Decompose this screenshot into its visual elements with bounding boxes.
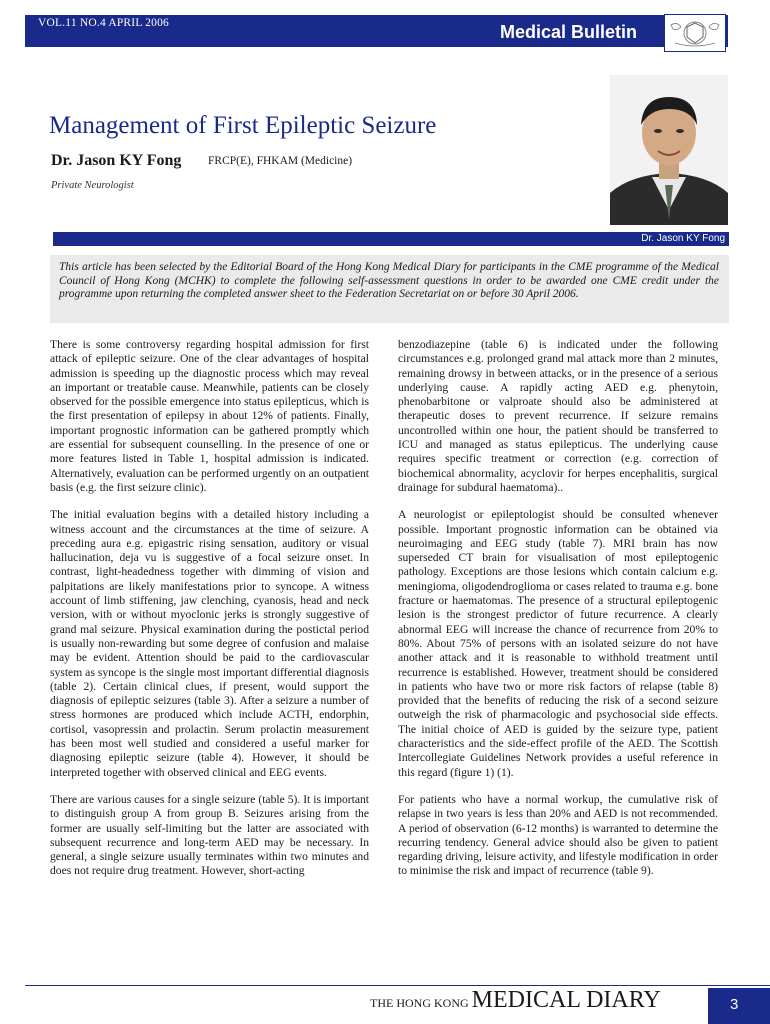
photo-caption: Dr. Jason KY Fong <box>641 233 725 244</box>
issue-label: VOL.11 NO.4 APRIL 2006 <box>38 17 170 29</box>
paragraph: A neurologist or epileptologist should be consulted whenever possible. Important prognostic information can be obtained via neuroimaging and EEG study (table 7). MRI brain has now superseded CT brain for visualisation of most epileptogenic pathology. Exceptions are those lesions which contain calcium e.g. meningioma, oligodendroglioma or cases related to trauma e.g. bone fracture or haematomas. The presence of a structural epileptogenic lesion is the strongest predictor of future recurrence. A clearly abnormal EEG will increase the chance of recurrence from 20% to 80%. About 75% of persons with an isolated seizure do not have another attack and it is reasonable to withhold treatment until recurrence is established. However, treatment should be considered in patients who have two or more risk factors of relapse (table 8) provided that the benefits of reducing the risk of a second seizure outweigh the risk of pharmacologic and psychosocial side effects. The initial choice of AED is guided by the seizure type, patient characteristics and the side-effect profile of the AED. The Scottish Intercollegiate Guidelines Network provides a useful reference in this regard (figure 1) (1). <box>398 508 718 779</box>
cme-notice: This article has been selected by the Editorial Board of the Hong Kong Medical Diary for participants in the CME programme of the Medical Council of Hong Kong (MCHK) to complete the following self-assessment questions in order to be awarded one CME credit under the programme upon returning the completed answer sheet to the Federation Secretariat on or before 30 April 2006. <box>59 261 719 301</box>
crest-logo <box>664 14 726 52</box>
paragraph: The initial evaluation begins with a detailed history including a witness account and the circumstances at the time of seizure. A preceding aura e.g. epigastric rising sensation, auditory or visual hallucination, deja vu is suggestive of a focal seizure onset. In contrast, light-headedness together with dimming of vision and palpitations are likely manifestations prior to syncope. A witness account of limb stiffening, jaw clenching, cyanosis, head and neck version, with or without myoclonic jerks is strongly suggestive of grand mal seizure. Physical examination during the postictal period is usually non-rewarding but some degree of confusion and malaise may be evident. Attention should be paid to the cardiovascular system as syncope is the single most important differential diagnosis (table 2). Certain clinical clues, if present, would support the diagnosis of epileptic seizures (table 3). After a seizure a number of stress hormones are produced which include ACTH, endorphin, cortisol, vasopressin and prolactin. Serum prolactin measurement has been most well studied and considered a useful marker for diagnosing epileptic seizure (table 4). However, it should be interpreted together with observed clinical and EEG events. <box>50 508 369 779</box>
footer-divider <box>25 985 770 986</box>
article-title: Management of First Epileptic Seizure <box>49 112 437 139</box>
paragraph: For patients who have a normal workup, the cumulative risk of relapse in two years is less than 20% and AED is not recommended. A period of observation (6-12 months) is warranted to determine the recurring tendency. General advice should also be given to patient regarding driving, leisure activity, and lifestyle modification in order to minimise the risk and impact of recurrence (table 9). <box>398 792 718 878</box>
author-credentials: FRCP(E), FHKAM (Medicine) <box>208 155 353 167</box>
right-column <box>398 338 718 892</box>
footer-prefix: THE HONG KONG <box>370 996 472 1010</box>
author-role: Private Neurologist <box>51 180 134 191</box>
page-number: 3 <box>730 996 739 1013</box>
page-number-box <box>708 988 770 1024</box>
paragraph: There is some controversy regarding hospital admission for first attack of epileptic seizure. One of the clear advantages of hospital admission is speeding up the diagnostic process which may reveal an important or treatable cause. Meanwhile, patients can be closely observed for the possible emergence into status epilepticus, which is the first presentation of epilepsy in about 12% of patients. Finally, important prognostic information can be gathered promptly which are essential for subsequent counselling. In the presence of one or more features listed in Table 1, hospital admission is indicated. Alternatively, evaluation can be performed urgently on an outpatient basis (e.g. the first seizure clinic). <box>50 338 369 494</box>
left-column <box>50 338 369 892</box>
footer-title: MEDICAL DIARY <box>471 987 661 1013</box>
caption-bar <box>53 232 729 246</box>
paragraph: There are various causes for a single seizure (table 5). It is important to distinguish group A from group B. Seizures arising from the former are usually self-limiting but the latter are associated with subsequent recurrence and long-term AED may be necessary. In general, a single seizure usually terminates within two minutes and does not require drug treatment. However, short-acting <box>50 792 369 878</box>
bulletin-title: Medical Bulletin <box>500 22 638 42</box>
author-name: Dr. Jason KY Fong <box>51 152 182 169</box>
paragraph: benzodiazepine (table 6) is indicated under the following circumstances e.g. prolonged grand mal attack more than 2 minutes, remaining drowsy in between attacks, or in the presence of a serious underlying cause. A rapidly acting AED e.g. phenytoin, phenobarbitone or valproate should also be administered at therapeutic doses to prevent recurrence. If seizure remains uncontrolled within one hour, the patient should be transferred to ICU and managed as status epilepticus. The underlying cause requires specific treatment or correction (e.g. correction of biochemical abnormality, acyclovir for herpes encephalitis, surgical drainage for subdural haematoma).. <box>398 338 718 494</box>
footer-publication <box>370 987 661 1014</box>
author-photo <box>610 75 728 225</box>
